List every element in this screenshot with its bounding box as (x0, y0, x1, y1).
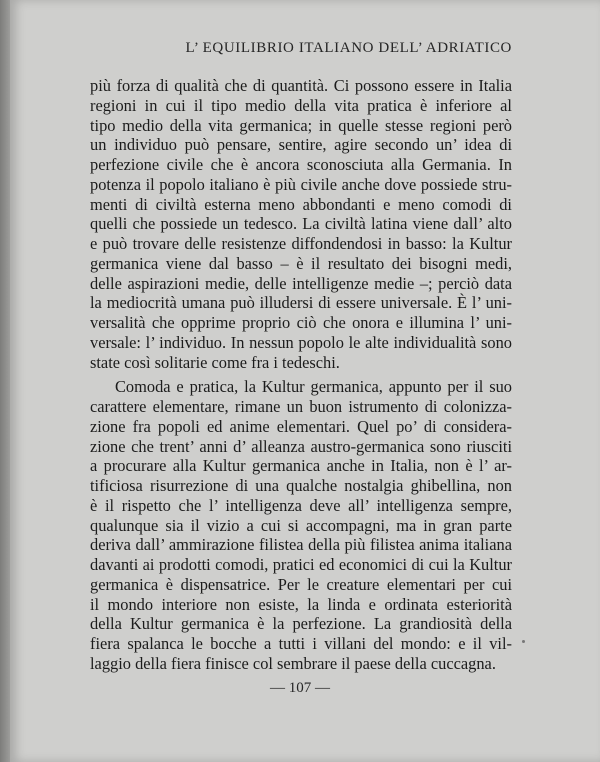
text-line: il mondo interiore non esiste, la linda e ordinata esteriorità (90, 595, 512, 614)
text-line: è il rispetto che l’ intelligenza deve all’ intelligenza sempre, (90, 496, 512, 515)
text-line: e può trovare delle resistenze diffondendosi in basso: la Kultur (90, 234, 512, 253)
text-line: un individuo può pensare, sentire, agire secondo un’ idea di (90, 135, 512, 154)
text-line: germanica viene dal basso – è il resultato dei bisogni medi, (90, 254, 512, 273)
text-line: quelli che possiede un tedesco. La civiltà latina viene dall’ alto (90, 214, 512, 233)
page-number: — 107 — (270, 680, 330, 696)
text-line: menti di civiltà esterna meno abbondanti e meno comodi di (90, 195, 512, 214)
text-line: perfezione civile che è ancora sconosciuta alla Germania. In (90, 155, 512, 174)
text-line: zione fra popoli ed anime elementari. Quel po’ di considera- (90, 417, 512, 436)
text-line: più forza di qualità che di quantità. Ci possono essere in Italia (90, 76, 512, 95)
text-line: zione che trent’ anni d’ alleanza austro-germanica sono riusciti (90, 437, 512, 456)
text-line: state così solitarie come fra i tedeschi. (90, 353, 340, 372)
text-line: fiera spalanca le bocche a tutti i villani del mondo: e il vil- (90, 634, 512, 653)
text-line: tificiosa risurrezione di una qualche nostalgia ghibellina, non (90, 476, 512, 495)
text-line: qualunque sia il vizio a cui si accompagni, ma in gran parte (90, 516, 512, 535)
text-line: carattere elementare, rimane un buon istrumento di colonizza- (90, 397, 512, 416)
text-line: potenza il popolo italiano è più civile anche dove possiede stru- (90, 175, 512, 194)
text-line: a procurare alla Kultur germanica anche in Italia, non è l’ ar- (90, 456, 512, 475)
text-line: regioni in cui il tipo medio della vita pratica è inferiore al (90, 96, 512, 115)
text-line: versalità che opprime proprio ciò che onora e illumina l’ uni- (90, 313, 512, 332)
running-header: L’ EQUILIBRIO ITALIANO DELL’ ADRIATICO (185, 40, 512, 56)
paper-speck (522, 640, 525, 643)
text-line: tipo medio della vita germanica; in quelle stesse regioni però (90, 116, 512, 135)
text-line: della Kultur germanica è la perfezione. La grandiosità della (90, 614, 512, 633)
text-line: delle aspirazioni medie, delle intelligenze medie –; perciò data (90, 274, 512, 293)
paragraph-first-line: Comoda e pratica, la Kultur germanica, appunto per il suo (115, 377, 512, 396)
text-line: laggio della fiera finisce col sembrare il paese della cuccagna. (90, 654, 496, 673)
text-line: davanti ai prodotti comodi, pratici ed economici di cui la Kultur (90, 555, 512, 574)
text-line: versale: l’ individuo. In nessun popolo le alte individualità sono (90, 333, 512, 352)
text-line: la mediocrità umana può illudersi di essere universale. È l’ uni- (90, 293, 512, 312)
text-line: germanica è dispensatrice. Per le creature elementari per cui (90, 575, 512, 594)
text-line: deriva dall’ ammirazione filistea della più filistea anima italiana (90, 535, 512, 554)
